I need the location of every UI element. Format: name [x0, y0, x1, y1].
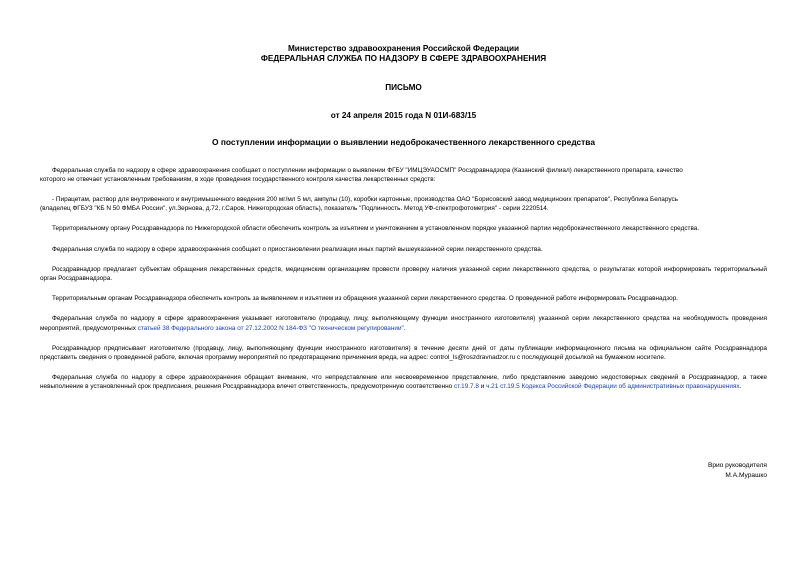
paragraph [40, 166, 767, 184]
document-header [40, 44, 767, 148]
document-kind: ПИСЬМО [385, 83, 422, 92]
paragraph: Росздравнадзор предписывает изготовителю (продавцу, лицу, выполняющему функции иностранного изготовителя) в течение десяти дней от даты публикации информационного письма на официальном сайте Росздравнадзора представить сведения о проведенной работе, включая программу мероприятий по предотвращению причинения вреда, на адрес: control_ls@roszdravnadzor.ru с последующей досылкой на бумажном носителе. [40, 344, 767, 361]
paragraph-line: - Пирацетам, раствор для внутривенного и внутримышечного введения 200 мг/мл 5 мл, ампулы (10), коробки картонные, производства ОАО "Борисовский завод медицинских препаратов", Республика Беларусь [52, 195, 678, 203]
signatory-name: М.А.Мурашко [725, 472, 767, 479]
paragraph-text: Федеральная служба по надзору в сфере здравоохранения обращает внимание, что непредставление или несвоевременное представление, либо представление заведомо недостоверных сведений в Росздравнадзор, а также невыполнение в установленный срок предписания, решения Росздравнадзора влечет ответственность, предусмотренную соответственно [40, 374, 767, 391]
article-link[interactable]: ч.21 ст.19.5 [486, 383, 520, 391]
document-subject: О поступлении информации о выявлении недоброкачественного лекарственного средства [212, 137, 595, 147]
service-name: ФЕДЕРАЛЬНАЯ СЛУЖБА ПО НАДЗОРУ В СФЕРЕ ЗДРАВООХРАНЕНИЯ [260, 53, 547, 63]
document-date-number: от 24 апреля 2015 года N 01И-683/15 [330, 110, 477, 120]
paragraph [40, 314, 767, 332]
document-body [40, 166, 767, 392]
paragraph-text: . [739, 383, 742, 391]
paragraph-line: (владелец ФГБУЗ "КБ N 50 ФМБА России", ул.Зернова, д.72, г.Саров, Нижегородская область), показатель "Подлинность. Метод УФ-спектрофотометрия" - серии 2220514. [40, 205, 549, 213]
article-link[interactable]: ст.19.7.8 [453, 383, 479, 391]
paragraph [40, 195, 767, 213]
paragraph-line: Федеральная служба по надзору в сфере здравоохранения сообщает о поступлении информации о выявлении ФГБУ "ИМЦЭУАОСМП" Росздравнадзора (Казанский филиал) лекарственного препарата, качество [52, 166, 683, 174]
paragraph: Территориальному органу Росздравнадзора по Нижегородской области обеспечить контроль за изъятием и уничтожением в установленном порядке указанной партии недоброкачественного лекарственного средства. [52, 225, 700, 233]
paragraph-line: которого не отвечает установленным требованиям, в ходе проведения государственного контроля качества лекарственных средств: [40, 175, 436, 183]
signature-block [708, 461, 767, 481]
paragraph: Росздравнадзор предлагает субъектам обращения лекарственных средств, медицинским организациям провести проверку наличия указанной серии лекарственного средства, о результатах которой информировать территориальный орган Росздравнадзора. [40, 265, 767, 282]
paragraph-text: . [403, 324, 406, 332]
paragraph: Территориальным органам Росздравнадзора обеспечить контроль за выявлением и изъятием из обращения указанной серии лекарственного средства. О проведенной работе информировать Росздравнадзор. [52, 295, 679, 303]
paragraph-text: и [478, 383, 487, 391]
code-link[interactable]: Кодекса Российской Федерации об административных правонарушениях [521, 383, 740, 391]
paragraph: Федеральная служба по надзору в сфере здравоохранения сообщает о приостановлении реализации иных партий вышеуказанной серии лекарственного средства. [52, 245, 543, 253]
ministry-name: Министерство здравоохранения Российской Федерации [287, 44, 520, 53]
law-link[interactable]: статьей 38 Федерального закона от 27.12.2002 N 184-ФЗ "О техническом регулировании" [137, 324, 404, 332]
signatory-position: Врио руководителя [707, 462, 767, 469]
paragraph [40, 373, 767, 391]
paragraph-text: Федеральная служба по надзору в сфере здравоохранения указывает изготовителю (продавцу, лицу, выполняющему функции иностранного изготовителя) указанной серии лекарственного средства на необходимость проведения мероприятий, предусмотренных [40, 315, 767, 332]
document [40, 0, 767, 403]
